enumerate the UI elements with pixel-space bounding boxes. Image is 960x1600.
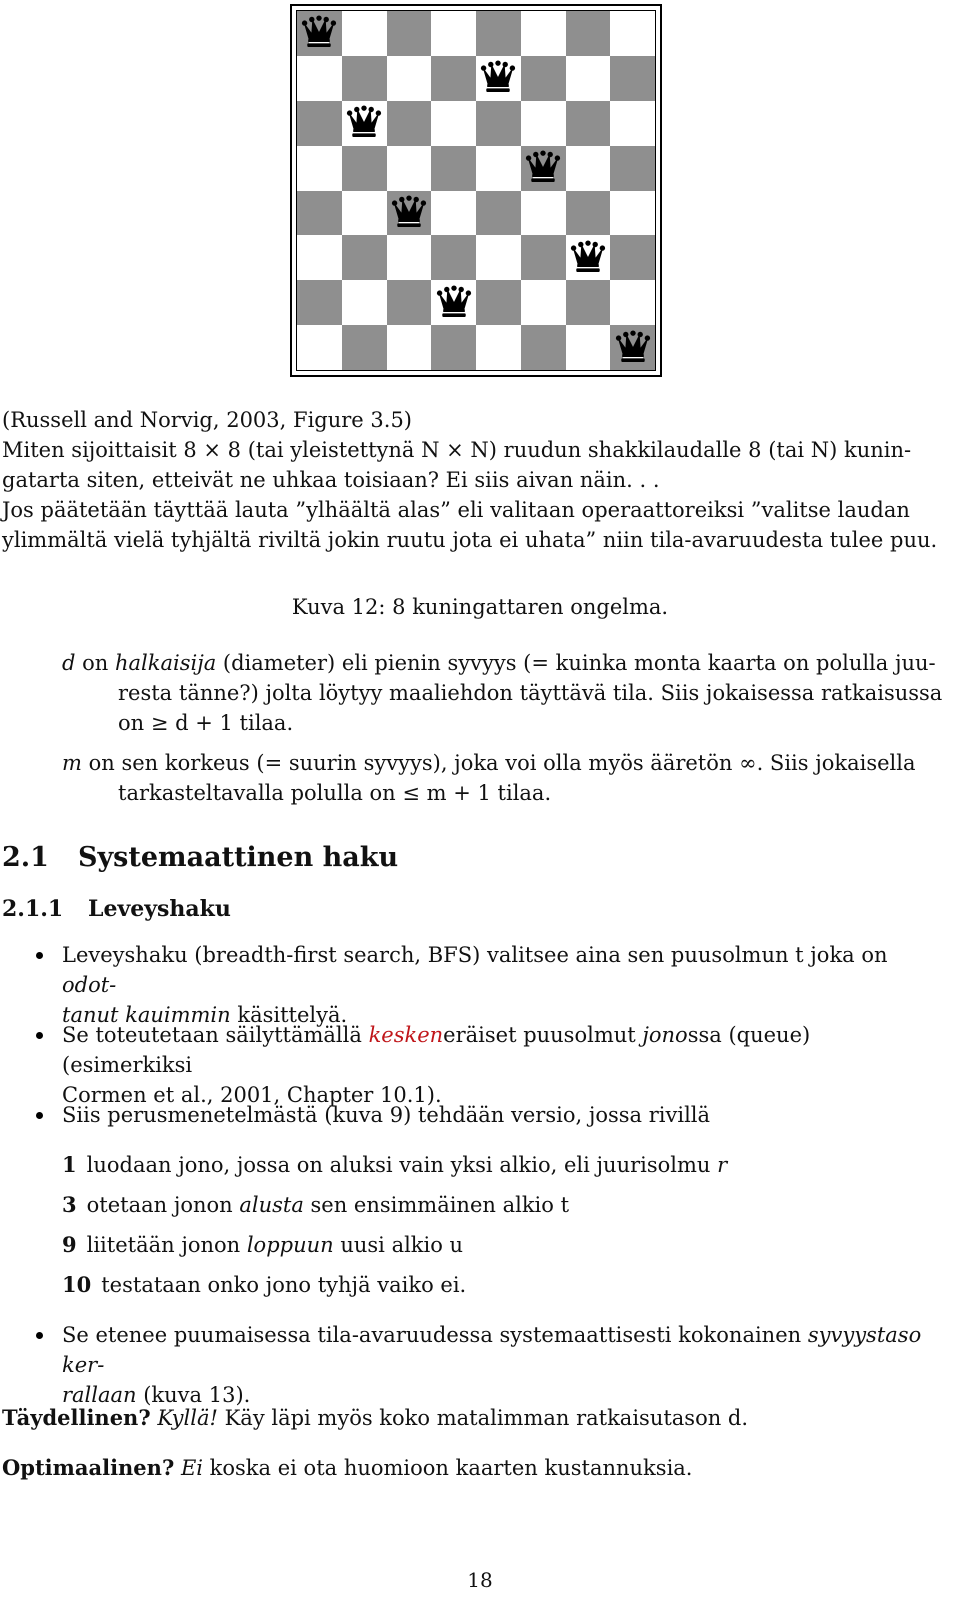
board-square — [521, 325, 566, 370]
definition-m — [62, 748, 958, 808]
step-9 — [62, 1230, 463, 1260]
board-square — [566, 191, 611, 236]
complete-text: Käy läpi myös koko matalimman ratkaisutason d. — [217, 1406, 749, 1430]
board-square — [431, 11, 476, 56]
board-square — [610, 235, 655, 280]
step-3 — [62, 1190, 569, 1220]
board-square — [566, 325, 611, 370]
optimal-question: Optimaalinen? — [2, 1455, 175, 1480]
intro-line-5: ylimmältä vielä tyhjältä riviltä jokin ruutu jota ei uhata” niin tila-avaruudesta tulee puu. — [2, 528, 938, 552]
subsection-number: 2.1.1 — [2, 896, 64, 922]
intro-line-1: (Russell and Norvig, 2003, Figure 3.5) — [2, 408, 412, 432]
highlight-kesken: kesken — [368, 1023, 444, 1047]
board-square — [566, 280, 611, 325]
optimal-text: koska ei ota huomioon kaarten kustannuksia. — [202, 1456, 693, 1480]
step-italic: alusta — [239, 1193, 304, 1217]
bullet-italic: tanut kauimmin — [62, 1003, 231, 1027]
board-square — [521, 146, 566, 191]
def-text: on sen korkeus (= suurin syvyys), joka voi olla myös ääretön ∞. Siis jokaisella — [81, 751, 916, 775]
board-square — [521, 235, 566, 280]
definition-m-line-2: tarkasteltavalla polulla on ≤ m + 1 tilaa. — [118, 781, 552, 805]
board-square — [387, 280, 432, 325]
black-queen-icon — [391, 195, 427, 231]
board-square — [342, 11, 387, 56]
chessboard-frame — [290, 4, 662, 377]
board-square — [476, 235, 521, 280]
bullet-1 — [62, 940, 942, 1030]
board-square — [431, 146, 476, 191]
board-square — [297, 11, 342, 56]
figure-caption: Kuva 12: 8 kuningattaren ongelma. — [291, 595, 669, 619]
step-text: sen ensimmäinen alkio t — [303, 1193, 570, 1217]
board-square — [297, 325, 342, 370]
board-square — [387, 11, 432, 56]
board-square — [476, 325, 521, 370]
board-square — [431, 280, 476, 325]
board-square — [566, 101, 611, 146]
step-number: 3 — [62, 1192, 77, 1217]
board-square — [610, 146, 655, 191]
board-square — [476, 280, 521, 325]
complete-question: Täydellinen? — [2, 1405, 151, 1430]
board-square — [566, 11, 611, 56]
board-square — [431, 191, 476, 236]
bullet-text: ssa (queue) (esimerkiksi — [62, 1023, 811, 1077]
board-square — [566, 56, 611, 101]
board-square — [297, 235, 342, 280]
bullet-text: eräiset puusolmut — [443, 1023, 643, 1047]
board-square — [387, 146, 432, 191]
complete-line — [2, 1404, 748, 1432]
board-square — [342, 325, 387, 370]
section-number: 2.1 — [2, 842, 49, 873]
board-square — [431, 235, 476, 280]
bullet-text: Siis perusmenetelmästä (kuva 9) tehdään versio, jossa rivillä — [62, 1103, 711, 1127]
board-square — [521, 191, 566, 236]
bullet-3 — [62, 1100, 942, 1130]
black-queen-icon — [301, 15, 337, 51]
board-square — [342, 280, 387, 325]
bullet-icon — [36, 1112, 43, 1119]
board-square — [476, 191, 521, 236]
black-queen-icon — [615, 330, 651, 366]
bullet-italic: syvyystaso ker- — [62, 1323, 922, 1377]
definition-d-line-1 — [62, 648, 958, 678]
bullet-text: Se etenee puumaisessa tila-avaruudessa systemaattisesti kokonainen — [62, 1323, 808, 1347]
step-1 — [62, 1150, 727, 1180]
board-square — [521, 101, 566, 146]
board-square — [342, 191, 387, 236]
board-square — [610, 56, 655, 101]
board-square — [387, 191, 432, 236]
board-square — [476, 11, 521, 56]
bullet-icon — [36, 1332, 43, 1339]
bullet-icon — [36, 952, 43, 959]
black-queen-icon — [480, 60, 516, 96]
board-square — [610, 280, 655, 325]
board-square — [297, 101, 342, 146]
board-square — [342, 56, 387, 101]
definition-d — [62, 648, 958, 738]
black-queen-icon — [570, 240, 606, 276]
board-square — [476, 146, 521, 191]
black-queen-icon — [525, 150, 561, 186]
board-square — [297, 146, 342, 191]
optimal-answer: Ei — [180, 1456, 203, 1480]
chessboard — [296, 10, 656, 371]
bullet-icon — [36, 1032, 43, 1039]
section-title: Systemaattinen haku — [78, 842, 399, 873]
intro-line-2: Miten sijoittaisit 8 × 8 (tai yleistettynä N × N) ruudun shakkilaudalle 8 (tai N) kunin- — [2, 438, 912, 462]
intro-line-3: gatarta siten, etteivät ne uhkaa toisiaan? Ei siis aivan näin. . . — [2, 468, 660, 492]
def-text: (diameter) eli pienin syvyys (= kuinka monta kaarta on polulla juu- — [216, 651, 936, 675]
step-italic: loppuun — [246, 1233, 334, 1257]
def-text: on — [75, 651, 115, 675]
board-square — [342, 146, 387, 191]
board-square — [297, 280, 342, 325]
bullet-4 — [62, 1320, 942, 1410]
bullet-text: Se toteutetaan säilyttämällä — [62, 1023, 369, 1047]
step-text: liitetään jonon — [86, 1233, 247, 1257]
board-square — [521, 11, 566, 56]
section-heading — [2, 842, 398, 873]
board-square — [476, 101, 521, 146]
board-square — [521, 280, 566, 325]
board-square — [431, 325, 476, 370]
step-text: luodaan jono, jossa on aluksi vain yksi alkio, eli juurisolmu — [86, 1153, 718, 1177]
step-number: 1 — [62, 1152, 77, 1177]
board-square — [297, 56, 342, 101]
definition-m-line-1 — [62, 748, 958, 778]
board-square — [476, 56, 521, 101]
board-square — [610, 325, 655, 370]
board-square — [387, 101, 432, 146]
bullet-italic: odot- — [62, 973, 117, 997]
bullet-italic: rallaan — [62, 1383, 137, 1407]
board-square — [566, 235, 611, 280]
bullet-text: Cormen et al., 2001, Chapter 10.1). — [62, 1083, 442, 1107]
board-square — [610, 191, 655, 236]
black-queen-icon — [436, 285, 472, 321]
var-m: m — [62, 751, 82, 775]
step-text: uusi alkio u — [333, 1233, 464, 1257]
step-number: 10 — [62, 1272, 92, 1297]
board-square — [521, 56, 566, 101]
bullet-text: (kuva 13). — [136, 1383, 251, 1407]
board-square — [342, 101, 387, 146]
board-square — [431, 56, 476, 101]
bullet-2 — [62, 1020, 942, 1110]
step-text: otetaan jonon — [86, 1193, 240, 1217]
board-square — [387, 56, 432, 101]
board-square — [387, 235, 432, 280]
step-italic: r — [717, 1153, 728, 1177]
complete-answer: Kyllä! — [157, 1406, 218, 1430]
step-number: 9 — [62, 1232, 77, 1257]
intro-line-4: Jos päätetään täyttää lauta ”ylhäältä alas” eli valitaan operaattoreiksi ”valitse laudan — [2, 498, 910, 522]
bullet-text: Leveyshaku (breadth-first search, BFS) valitsee aina sen puusolmun t joka on — [62, 943, 888, 967]
subsection-title: Leveyshaku — [88, 896, 231, 922]
black-queen-icon — [346, 105, 382, 141]
step-10 — [62, 1270, 466, 1300]
var-d: d — [62, 651, 76, 675]
board-square — [387, 325, 432, 370]
board-square — [610, 11, 655, 56]
board-square — [297, 191, 342, 236]
board-square — [566, 146, 611, 191]
step-text: testataan onko jono tyhjä vaiko ei. — [101, 1273, 467, 1297]
definition-d-line-3: on ≥ d + 1 tilaa. — [118, 711, 294, 735]
board-square — [610, 101, 655, 146]
definition-d-line-2: resta tänne?) jolta löytyy maaliehdon täyttävä tila. Siis jokaisessa ratkaisussa — [118, 681, 943, 705]
page-number: 18 — [467, 1568, 493, 1592]
subsection-heading — [2, 896, 231, 922]
bullet-italic: jono — [642, 1023, 688, 1047]
bullet-text: käsittelyä. — [230, 1003, 348, 1027]
optimal-line — [2, 1454, 692, 1482]
board-square — [342, 235, 387, 280]
board-square — [431, 101, 476, 146]
term-halkaisija: halkaisija — [114, 651, 217, 675]
